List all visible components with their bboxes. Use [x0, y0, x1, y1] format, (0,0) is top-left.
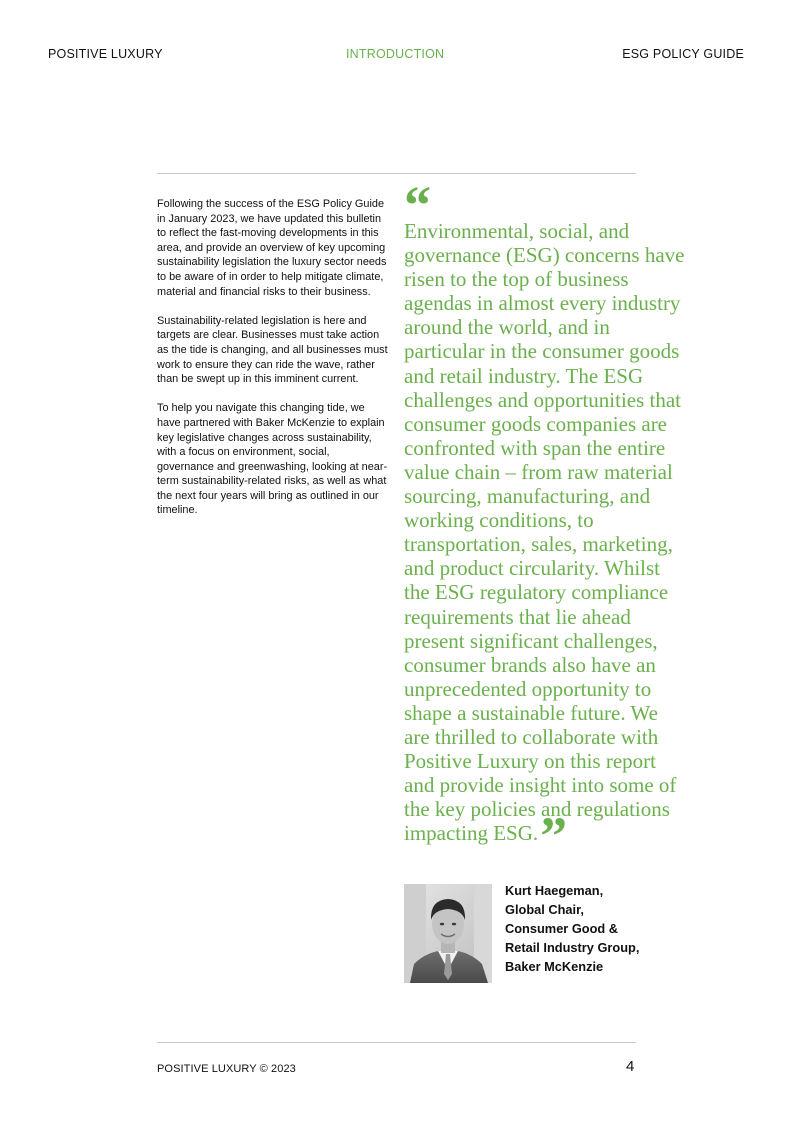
intro-paragraph: Sustainability-related legislation is here and targets are clear. Businesses must take action as the tide is changing, and all businesses must work to ensure they can ride the wave, rather than be swept up in this imminent current. [157, 314, 388, 386]
person-photo-icon [404, 884, 492, 983]
intro-paragraph: Following the success of the ESG Policy Guide in January 2023, we have updated this bulletin to reflect the fast-moving developments in this area, and provide an overview of key upcoming sustainability legislation the luxury sector needs to be aware of in order to help mitigate climate, material and financial risks to their business. [157, 198, 387, 298]
header-section-title: INTRODUCTION [346, 47, 445, 61]
portrait-photo [404, 884, 492, 983]
attribution-role: Global Chair, [505, 902, 584, 918]
close-quote-icon: ” [540, 806, 565, 867]
attribution-name: Kurt Haegeman, [505, 883, 604, 898]
attribution-company: Baker McKenzie [505, 959, 604, 975]
page-number: 4 [626, 1058, 635, 1075]
quote-text: Environmental, social, and governance (ESG) concerns have risen to the top of business agendas in almost every industry around the world, and in particular in the consumer goods and retail industry. The ESG challenges and opportunities that consumer goods companies are confronted with span the entire value chain – from raw material sourcing, manufacturing, and working conditions, to transportation, sales, marketing, and product circularity. Whilst the ESG regulatory compliance requirements that lie ahead present significant challenges, consumer brands also have an unprecedented opportunity to shape a sustainable future. We are thrilled to collaborate with Positive Luxury on this report and provide insight into some of the key policies and regulations impacting ESG. [404, 219, 685, 846]
top-divider [157, 173, 636, 174]
quote-attribution [505, 881, 695, 976]
intro-paragraph: To help you navigate this changing tide, we have partnered with Baker McKenzie to explain key legislative changes across sustainability, with a focus on environment, social, governance and greenwashing, looking at near-term sustainability-related risks, as well as what the next four years will bring as outlined in our timeline. [157, 402, 388, 517]
bottom-divider [157, 1042, 636, 1043]
pull-quote [404, 175, 686, 867]
quote-body [404, 219, 686, 867]
footer-copyright: POSITIVE LUXURY © 2023 [157, 1063, 296, 1075]
intro-column [157, 197, 389, 533]
open-quote-icon: “ [404, 175, 428, 235]
attribution-group: Retail Industry Group, [505, 940, 640, 956]
header-brand: POSITIVE LUXURY [48, 47, 163, 61]
attribution-group: Consumer Good & [505, 921, 619, 937]
header-document-title: ESG POLICY GUIDE [622, 47, 744, 61]
